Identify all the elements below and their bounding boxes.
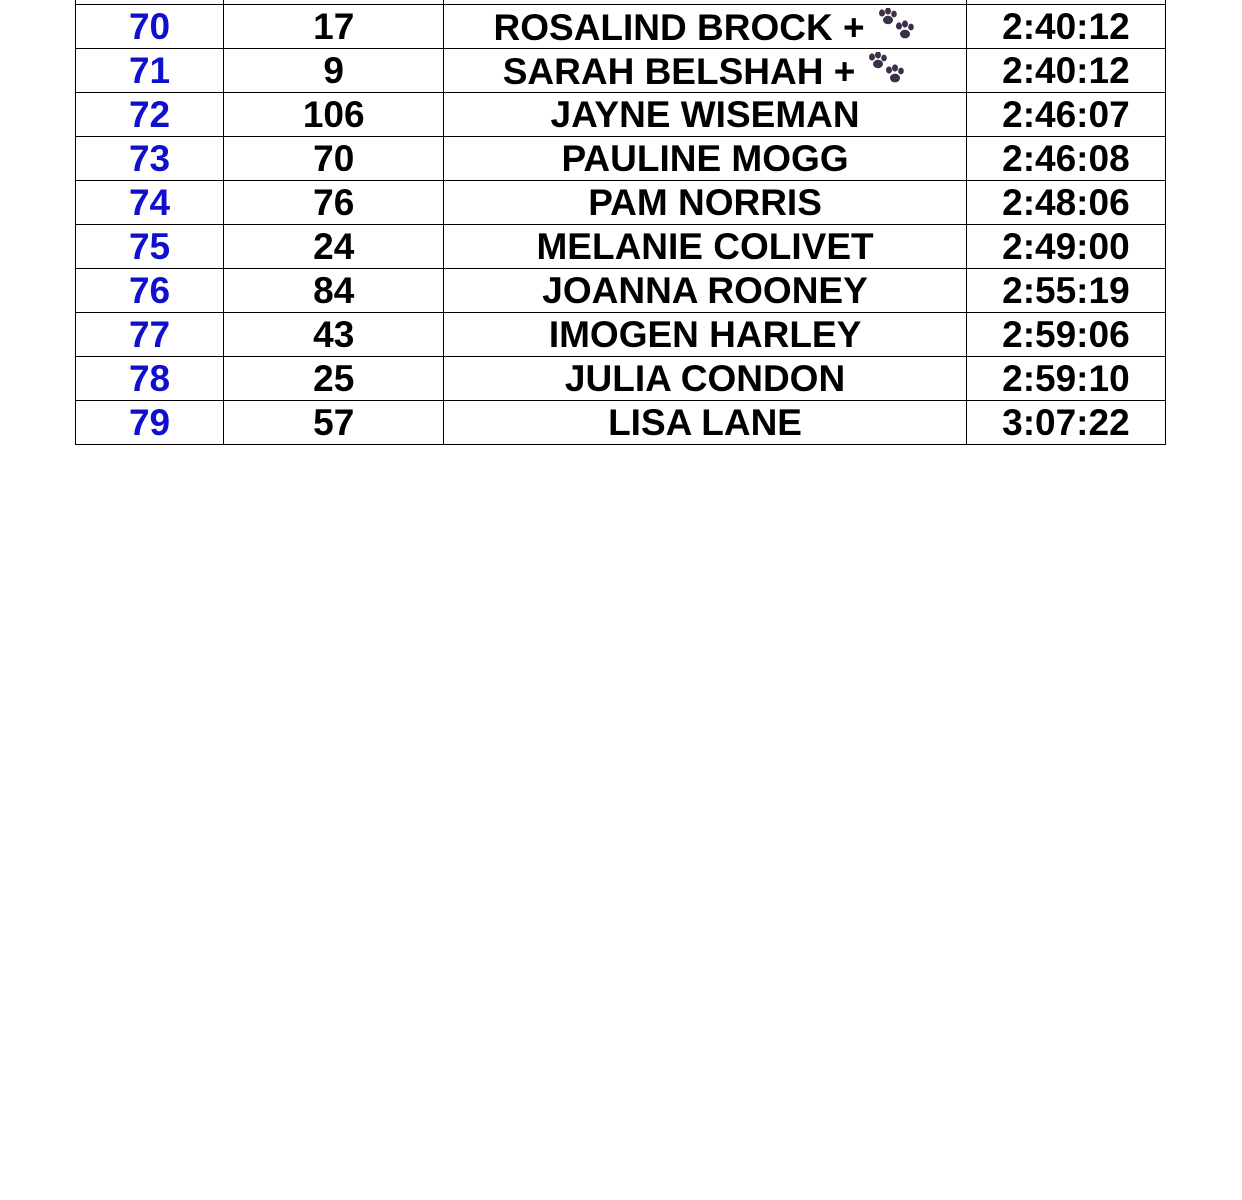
time-cell: 2:55:19 <box>966 269 1165 313</box>
time-cell: 2:46:08 <box>966 137 1165 181</box>
name-cell: PAULINE MOGG <box>444 137 966 181</box>
name-cell: JAYNE WISEMAN <box>444 93 966 137</box>
table-row <box>76 401 1166 445</box>
time-cell: 2:40:12 <box>966 5 1165 49</box>
name-cell: IMOGEN HARLEY <box>444 313 966 357</box>
table-row <box>76 5 1166 49</box>
name-cell: JOANNA ROONEY <box>444 269 966 313</box>
bib-cell: 43 <box>224 313 444 357</box>
position-cell: 79 <box>76 401 224 445</box>
results-table <box>75 0 1166 445</box>
position-cell: 77 <box>76 313 224 357</box>
runner-name: SARAH BELSHAH + <box>502 50 856 92</box>
time-cell: 2:59:06 <box>966 313 1165 357</box>
position-cell: 73 <box>76 137 224 181</box>
time-cell: 2:48:06 <box>966 181 1165 225</box>
name-cell: LISA LANE <box>444 401 966 445</box>
position-cell: 70 <box>76 5 224 49</box>
name-cell <box>444 5 966 49</box>
paw-prints-icon <box>867 52 907 88</box>
position-cell: 76 <box>76 269 224 313</box>
position-cell: 71 <box>76 49 224 93</box>
name-cell <box>444 49 966 93</box>
time-cell: 2:40:12 <box>966 49 1165 93</box>
bib-cell: 70 <box>224 137 444 181</box>
time-cell: 3:07:22 <box>966 401 1165 445</box>
time-cell: 2:49:00 <box>966 225 1165 269</box>
table-row <box>76 269 1166 313</box>
position-cell: 75 <box>76 225 224 269</box>
table-row <box>76 357 1166 401</box>
table-row <box>76 225 1166 269</box>
bib-cell: 25 <box>224 357 444 401</box>
name-cell: MELANIE COLIVET <box>444 225 966 269</box>
position-cell: 72 <box>76 93 224 137</box>
bib-cell: 24 <box>224 225 444 269</box>
name-cell: PAM NORRIS <box>444 181 966 225</box>
paw-prints-icon <box>877 8 917 44</box>
table-row <box>76 49 1166 93</box>
position-cell: 78 <box>76 357 224 401</box>
name-cell: JULIA CONDON <box>444 357 966 401</box>
table-row <box>76 93 1166 137</box>
table-row <box>76 137 1166 181</box>
bib-cell: 57 <box>224 401 444 445</box>
bib-cell: 106 <box>224 93 444 137</box>
table-row <box>76 181 1166 225</box>
position-cell: 74 <box>76 181 224 225</box>
bib-cell: 84 <box>224 269 444 313</box>
bib-cell: 76 <box>224 181 444 225</box>
time-cell: 2:59:10 <box>966 357 1165 401</box>
bib-cell: 9 <box>224 49 444 93</box>
runner-name: ROSALIND BROCK + <box>493 6 865 48</box>
bib-cell: 17 <box>224 5 444 49</box>
time-cell: 2:46:07 <box>966 93 1165 137</box>
table-row <box>76 313 1166 357</box>
